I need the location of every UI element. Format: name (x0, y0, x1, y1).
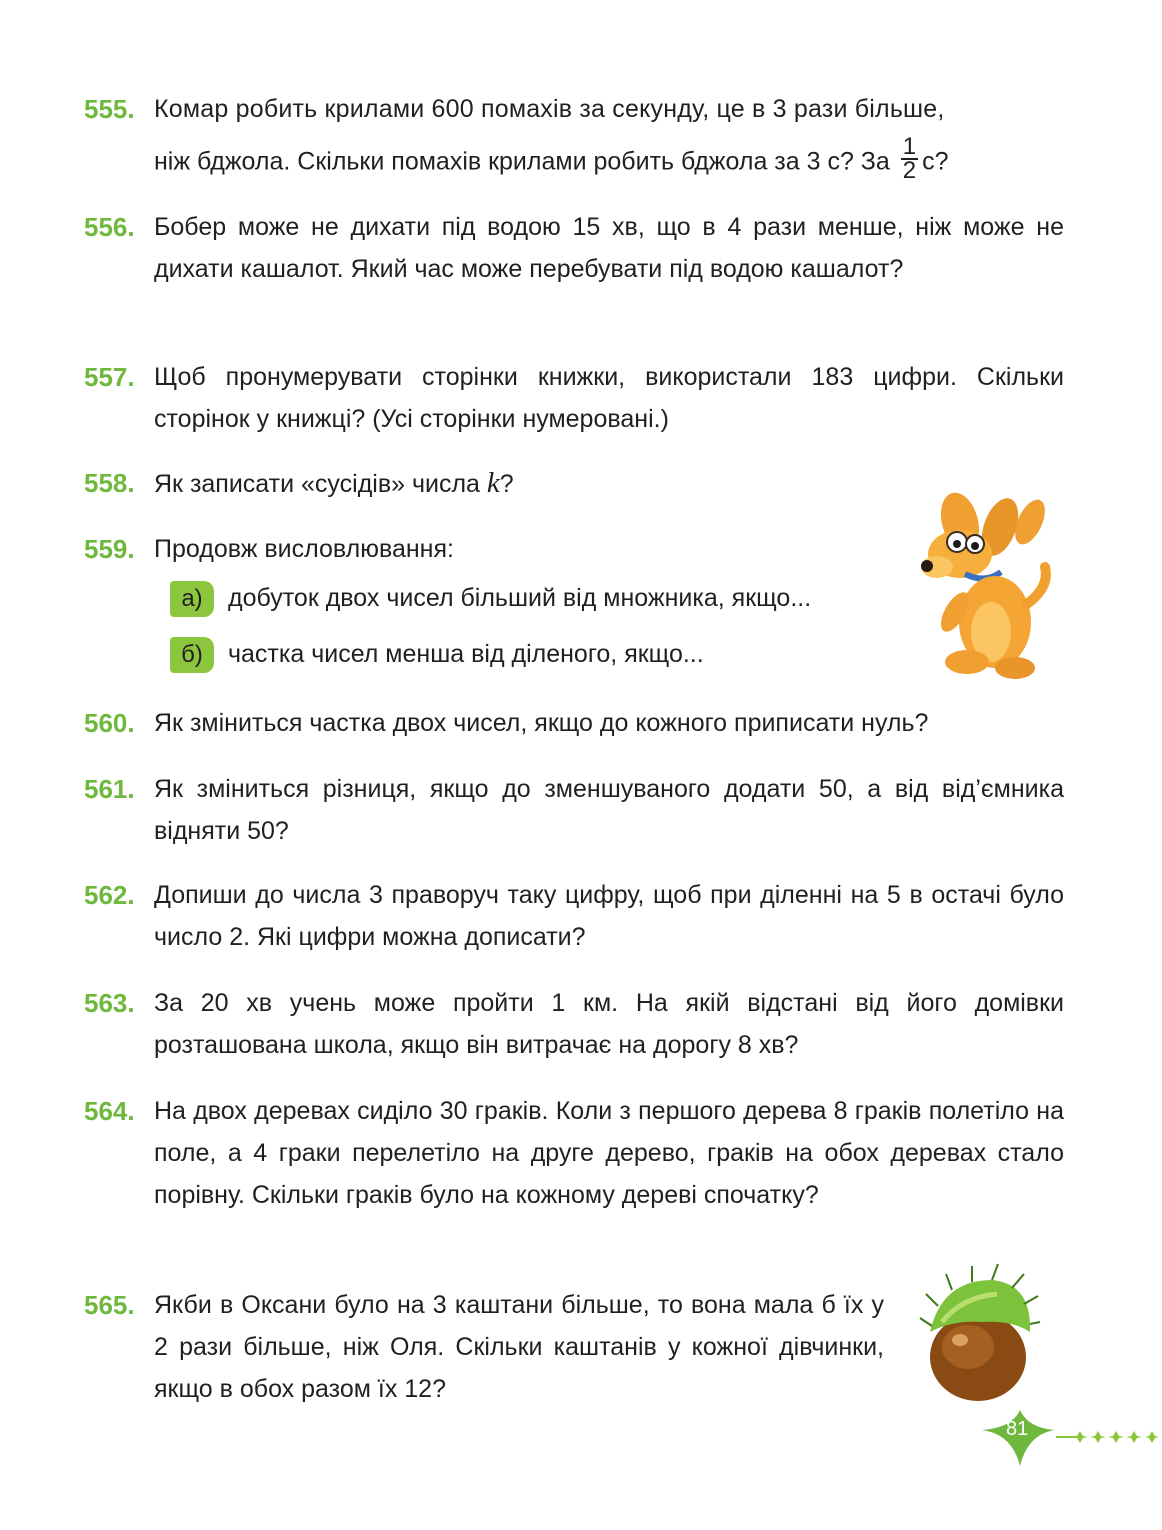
problem-number: 565. (84, 1290, 135, 1320)
problem-number: 556. (84, 212, 135, 242)
problem-number: 555. (84, 94, 135, 124)
page-number: 81 (1006, 1418, 1029, 1440)
fraction-denominator: 2 (902, 157, 917, 184)
problem-563 (84, 982, 1064, 1066)
problem-line-text: ніж бджола. Скільки помахів крилами робить бджола за 3 с? За (154, 147, 890, 176)
problem-text: Бобер може не дихати під водою 15 хв, що в 4 рази менше, ніж може не дихати кашалот. Який час може перебувати під водою кашалот? (154, 213, 1064, 283)
fraction (901, 133, 918, 184)
problem-text: За 20 хв учень може пройти 1 км. На якій відстані від його домівки розташована школа, якщо він витрачає на дорогу 8 хв? (154, 989, 1064, 1059)
problem-line (154, 133, 1064, 186)
problem-text: Щоб пронумерувати сторінки книжки, використали 183 цифри. Скільки сторінок у книжці? (Усі сторінки нумеровані.) (154, 363, 1064, 433)
problem-text: Як зміниться частка двох чисел, якщо до кожного приписати нуль? (154, 709, 929, 737)
fraction-numerator: 1 (902, 133, 917, 160)
problem-text-part: ? (499, 470, 514, 498)
problem-text (154, 88, 1064, 186)
sub-item-b (170, 634, 704, 674)
problem-number: 561. (84, 774, 135, 804)
problem-line-text: с? (922, 147, 949, 176)
chestnut-illustration (912, 1262, 1042, 1412)
problem-number: 559. (84, 534, 135, 564)
sub-item-a (170, 578, 811, 618)
problem-number: 564. (84, 1096, 135, 1126)
problem-number: 558. (84, 468, 135, 498)
problem-number: 557. (84, 362, 135, 392)
problem-565 (84, 1284, 884, 1410)
problem-number: 563. (84, 988, 135, 1018)
problem-text: Якби в Оксани було на 3 каштани більше, то вона мала б їх у 2 рази більше, ніж Оля. Скільки каштанів у кожної дівчинки, якщо в обох разом їх 12? (154, 1291, 884, 1403)
problem-564 (84, 1090, 1064, 1216)
problem-561 (84, 768, 1064, 852)
problem-number: 560. (84, 708, 135, 738)
problem-text-part: Як записати «сусідів» числа (154, 470, 487, 498)
problem-text: Допиши до числа 3 праворуч таку цифру, щоб при діленні на 5 в остачі було число 2. Які цифри можна дописати? (154, 881, 1064, 951)
cartoon-dog-illustration (905, 492, 1055, 682)
problem-557 (84, 356, 1064, 440)
sub-item-text: частка чисел менша від діленого, якщо... (228, 640, 704, 668)
problem-562 (84, 874, 1064, 958)
problem-text: Продовж висловлювання: (154, 535, 454, 563)
problem-number: 562. (84, 880, 135, 910)
variable-k: k (486, 467, 500, 499)
problem-560 (84, 702, 1064, 744)
problem-555 (84, 88, 1064, 186)
problem-text: Як зміниться різниця, якщо до зменшуваного додати 50, а від від’ємника відняти 50? (154, 775, 1064, 845)
problem-line: Комар робить крилами 600 помахів за секунду, це в 3 рази більше, (154, 95, 945, 123)
sub-item-tag: б) (170, 637, 214, 673)
sub-item-text: добуток двох чисел більший від множника, якщо... (228, 584, 812, 612)
sub-item-tag: а) (170, 581, 214, 617)
problem-text: На двох деревах сиділо 30 граків. Коли з першого дерева 8 граків полетіло на поле, а 4 граки перелетіло на друге дерево, граків на обох деревах стало порівну. Скільки граків було на кожному дереві спочатку? (154, 1097, 1064, 1209)
problem-559 (84, 528, 904, 570)
page-number-badge (980, 1408, 1160, 1468)
problem-556 (84, 206, 1064, 290)
